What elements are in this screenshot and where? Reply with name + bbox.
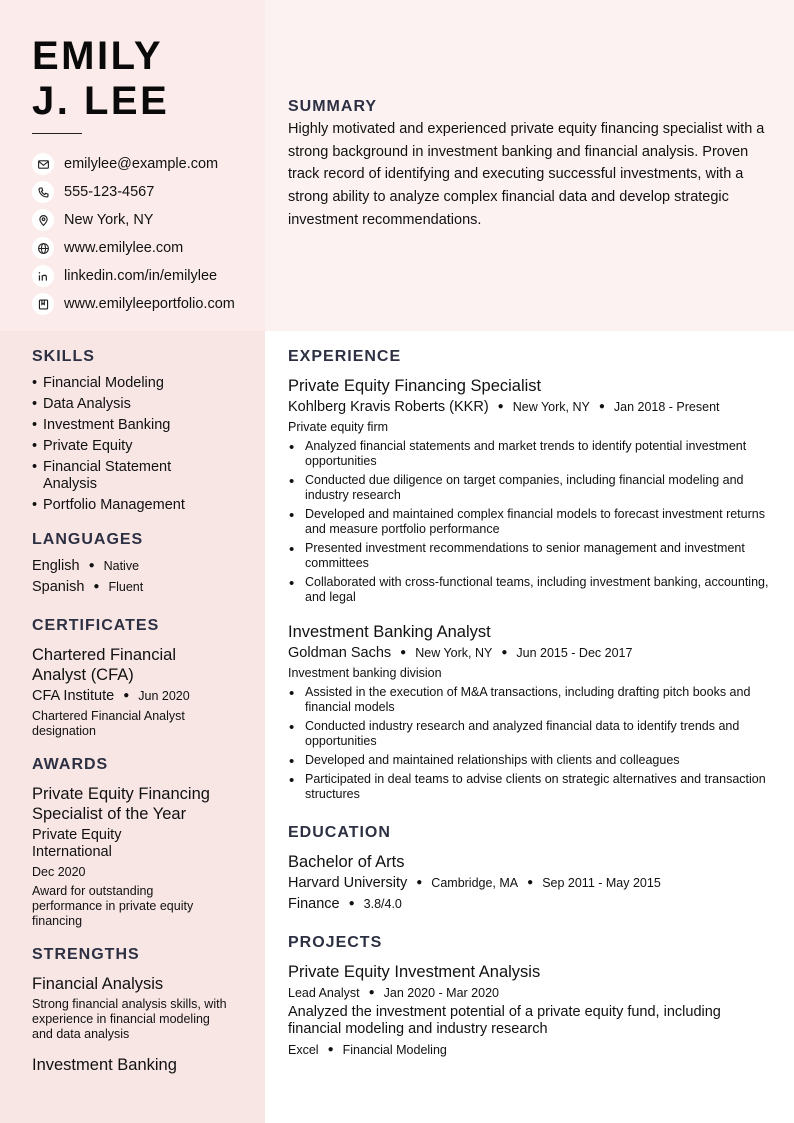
job-location: New York, NY: [415, 646, 493, 660]
portfolio-icon: [32, 293, 54, 315]
award-title: Private Equity Financing Specialist of the Year: [32, 785, 210, 823]
job-company: Goldman Sachs: [288, 645, 392, 661]
strength-title: Financial Analysis: [32, 975, 164, 993]
contact-portfolio[interactable]: [32, 290, 235, 318]
project-dates: Jan 2020 - Mar 2020: [383, 986, 499, 1000]
job-description: Investment banking division: [288, 666, 442, 680]
contact-location: [32, 206, 235, 234]
job-company-row: Goldman Sachs ● New York, NY ● Jun 2015 - Dec 2017: [288, 645, 633, 661]
skill-item: • Portfolio Management: [32, 497, 222, 514]
summary-text: Highly motivated and experienced private equity financing specialist with a strong background in investment banking and financial analysis. Proven track record of identifying and executing successful investments, with a strong ability to analyze complex financial data and develop strategic investment recommendations.: [288, 121, 765, 228]
contact-location-text: New York, NY: [64, 212, 154, 228]
phone-icon: [32, 181, 54, 203]
certificate-title: Chartered Financial Analyst (CFA): [32, 646, 176, 684]
project-title: Private Equity Investment Analysis: [288, 963, 541, 981]
certificate-issuer-row: CFA Institute ● Jun 2020: [32, 688, 190, 704]
project-role: Lead Analyst: [288, 986, 360, 1000]
job-description: Private equity firm: [288, 420, 389, 434]
education-degree: Bachelor of Arts: [288, 853, 405, 871]
certificate-description: Chartered Financial Analyst designation: [32, 709, 185, 738]
contact-email-text: emilylee@example.com: [64, 156, 219, 172]
education-field: Finance: [288, 896, 340, 912]
award-date: Dec 2020: [32, 865, 86, 879]
job-bullet: • Developed and maintained relationships with clients and colleagues: [288, 753, 772, 768]
project-tool: Excel: [288, 1043, 319, 1057]
job-bullet: • Participated in deal teams to advise clients on strategic alternatives and transaction structures: [288, 772, 772, 802]
skill-item: • Investment Banking: [32, 417, 222, 434]
education-school-row: Harvard University ● Cambridge, MA ● Sep 2011 - May 2015: [288, 875, 661, 891]
linkedin-icon: [32, 265, 54, 287]
contact-linkedin[interactable]: [32, 262, 235, 290]
project-description: Analyzed the investment potential of a private equity fund, including financial modeling and industry research: [288, 1004, 721, 1037]
candidate-name: [32, 34, 169, 124]
job-bullet: • Developed and maintained complex financial models to forecast investment returns and measure portfolio performance: [288, 507, 772, 537]
name-line-2: J. LEE: [32, 79, 170, 123]
language-level: Native: [103, 559, 140, 573]
skills-list: [32, 375, 222, 518]
job-bullet: • Conducted due diligence on target companies, including financial modeling and industry research: [288, 473, 772, 503]
education-school: Harvard University: [288, 875, 408, 891]
contact-list: [32, 150, 235, 318]
project-role-row: Lead Analyst ● Jan 2020 - Mar 2020: [288, 986, 499, 1000]
strength-title: Investment Banking: [32, 1056, 177, 1074]
contact-website-text: www.emilylee.com: [64, 240, 184, 256]
job-dates: Jun 2015 - Dec 2017: [516, 646, 633, 660]
project-tool: Financial Modeling: [342, 1043, 447, 1057]
language-level: Fluent: [108, 580, 144, 594]
location-pin-icon: [32, 209, 54, 231]
awards-heading: AWARDS: [32, 756, 109, 773]
language-item: English ● Native: [32, 558, 140, 574]
language-item: Spanish ● Fluent: [32, 579, 144, 595]
certificates-heading: CERTIFICATES: [32, 617, 160, 634]
job-bullet: • Presented investment recommendations to senior management and investment committees: [288, 541, 772, 571]
job-bullet: • Conducted industry research and analyzed financial data to identify trends and opportunities: [288, 719, 772, 749]
summary-heading: SUMMARY: [288, 98, 378, 115]
projects-heading: PROJECTS: [288, 934, 383, 951]
job-bullets: [288, 685, 772, 806]
language-name: Spanish: [32, 579, 85, 595]
contact-phone[interactable]: [32, 178, 235, 206]
education-gpa: 3.8/4.0: [363, 897, 402, 911]
contact-phone-text: 555-123-4567: [64, 184, 155, 200]
globe-icon: [32, 237, 54, 259]
skill-item: • Financial Modeling: [32, 375, 222, 392]
education-location: Cambridge, MA: [431, 876, 519, 890]
certificate-date: Jun 2020: [138, 689, 190, 703]
contact-portfolio-text: www.emilyleeportfolio.com: [64, 296, 235, 312]
certificate-issuer: CFA Institute: [32, 688, 115, 704]
contact-email[interactable]: [32, 150, 235, 178]
education-dates: Sep 2011 - May 2015: [542, 876, 661, 890]
award-issuer: Private Equity International: [32, 827, 122, 860]
contact-website[interactable]: [32, 234, 235, 262]
award-description: Award for outstanding performance in private equity financing: [32, 884, 194, 928]
job-dates: Jan 2018 - Present: [613, 400, 720, 414]
strength-description: Strong financial analysis skills, with experience in financial modeling and data analysis: [32, 997, 227, 1041]
job-title: Private Equity Financing Specialist: [288, 377, 542, 395]
skill-item: • Data Analysis: [32, 396, 222, 413]
name-line-1: EMILY: [32, 34, 164, 78]
language-name: English: [32, 558, 80, 574]
education-heading: EDUCATION: [288, 824, 391, 841]
job-company: Kohlberg Kravis Roberts (KKR): [288, 399, 489, 415]
name-divider: [32, 133, 82, 134]
education-field-row: Finance ● 3.8/4.0: [288, 896, 402, 912]
mail-icon: [32, 153, 54, 175]
job-bullet: • Analyzed financial statements and market trends to identify potential investment opportunities: [288, 439, 772, 469]
job-location: New York, NY: [512, 400, 590, 414]
job-bullet: • Collaborated with cross-functional teams, including investment banking, accounting, and legal: [288, 575, 772, 605]
strengths-heading: STRENGTHS: [32, 946, 140, 963]
job-bullets: [288, 439, 772, 609]
job-bullet: • Assisted in the execution of M&A transactions, including drafting pitch books and financial models: [288, 685, 772, 715]
job-company-row: Kohlberg Kravis Roberts (KKR) ● New York, NY ● Jan 2018 - Present: [288, 399, 720, 415]
project-tools: Excel ● Financial Modeling: [288, 1043, 447, 1057]
experience-heading: EXPERIENCE: [288, 348, 402, 365]
job-title: Investment Banking Analyst: [288, 623, 491, 641]
skill-item: • Financial Statement Analysis: [32, 459, 222, 493]
contact-linkedin-text: linkedin.com/in/emilylee: [64, 268, 218, 284]
skills-heading: SKILLS: [32, 348, 95, 365]
skill-item: • Private Equity: [32, 438, 222, 455]
languages-heading: LANGUAGES: [32, 531, 144, 548]
